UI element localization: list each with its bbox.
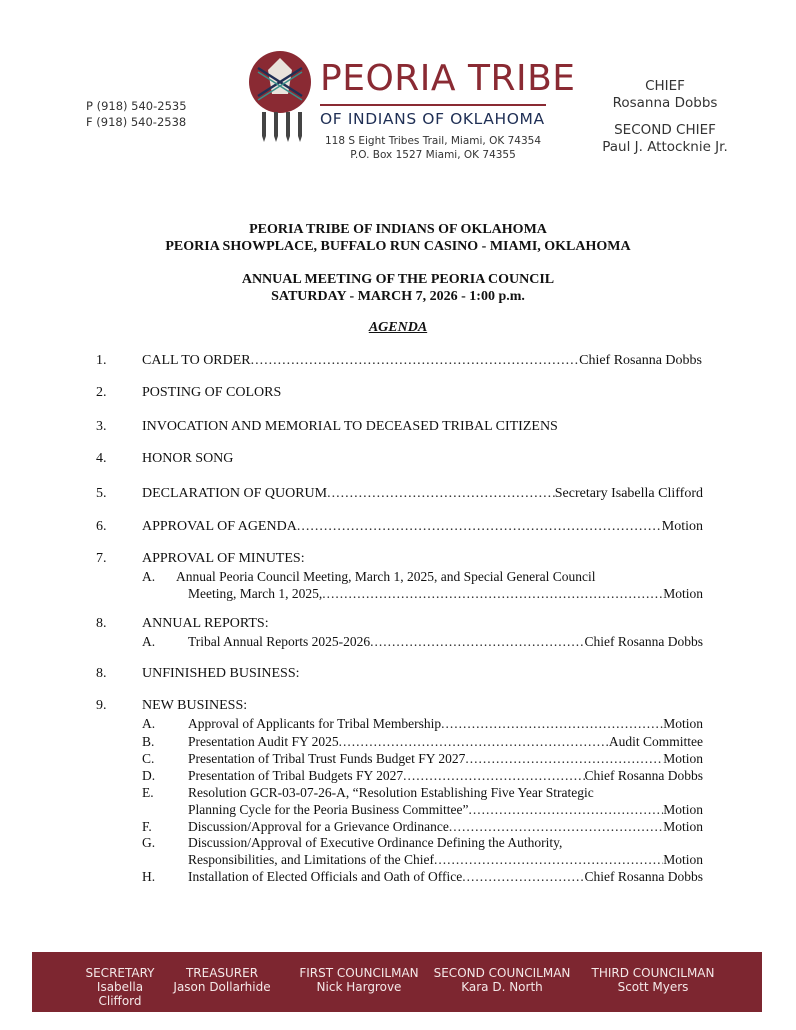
item-label: Meeting, March 1, 2025, xyxy=(188,586,323,601)
sub-letter: A. xyxy=(142,634,156,649)
new-business-item-g xyxy=(188,852,703,868)
new-business-item-d xyxy=(188,768,703,784)
item-number: 8. xyxy=(96,666,107,681)
leader-dots xyxy=(297,519,662,535)
leader-dots xyxy=(434,852,663,868)
leader-dots xyxy=(441,716,663,732)
item-responsible: Audit Committee xyxy=(608,734,703,749)
po-box-address: P.O. Box 1527 Miami, OK 74355 xyxy=(350,149,516,161)
leader-dots xyxy=(462,869,584,885)
officer-name: Jason Dollarhide xyxy=(173,980,271,994)
item-responsible: Chief Rosanna Dobbs xyxy=(584,634,703,649)
leader-dots xyxy=(327,486,555,502)
document-title-2: PEORIA SHOWPLACE, BUFFALO RUN CASINO - MIAMI, OKLAHOMA xyxy=(165,239,631,254)
item-number: 5. xyxy=(96,486,107,501)
tribe-address xyxy=(320,134,546,162)
officer-third-councilman xyxy=(588,966,718,994)
meeting-date: SATURDAY - MARCH 7, 2026 - 1:00 p.m. xyxy=(271,289,525,304)
item-label: CALL TO ORDER xyxy=(142,353,251,368)
leader-dots xyxy=(322,586,663,602)
officer-title: THIRD COUNCILMAN xyxy=(591,966,715,980)
second-chief-name: Paul J. Attocknie Jr. xyxy=(602,139,728,155)
item-label: Discussion/Approval for a Grievance Ordinance xyxy=(188,819,449,834)
item-responsible: Motion xyxy=(661,519,703,534)
second-chief-title: SECOND CHIEF xyxy=(614,122,716,138)
item-label: Responsibilities, and Limitations of the Chief xyxy=(188,852,434,867)
officer-name: Isabella Clifford xyxy=(96,980,144,1008)
new-business-item-e-line1: Resolution GCR-03-07-26-A, “Resolution Establishing Five Year Strategic xyxy=(188,785,594,800)
item-label: Presentation of Tribal Budgets FY 2027 xyxy=(188,768,404,783)
item-number: 7. xyxy=(96,551,107,566)
officer-secretary xyxy=(80,966,160,1008)
chiefs-block xyxy=(600,78,730,156)
sub-letter: F. xyxy=(142,819,152,834)
officer-name: Kara D. North xyxy=(461,980,543,994)
annual-reports-item-a xyxy=(188,634,703,650)
item-responsible: Chief Rosanna Dobbs xyxy=(584,869,703,884)
item-responsible: Motion xyxy=(663,802,703,817)
agenda-item-annual-reports: ANNUAL REPORTS: xyxy=(142,616,269,631)
contact-numbers xyxy=(86,98,187,130)
item-responsible: Secretary Isabella Clifford xyxy=(554,486,703,501)
leader-dots xyxy=(251,353,579,369)
item-number: 8. xyxy=(96,616,107,631)
new-business-item-e xyxy=(188,802,703,818)
sub-letter: A. xyxy=(142,716,156,731)
item-responsible: Motion xyxy=(663,716,703,731)
chief-name: Rosanna Dobbs xyxy=(612,95,718,111)
item-responsible: Motion xyxy=(663,852,703,867)
officer-title: SECRETARY xyxy=(85,966,155,980)
new-business-item-b xyxy=(188,734,703,750)
item-label: Approval of Applicants for Tribal Membership xyxy=(188,716,442,731)
item-label: DECLARATION OF QUORUM xyxy=(142,486,328,501)
agenda-item-invocation: INVOCATION AND MEMORIAL TO DECEASED TRIBAL CITIZENS xyxy=(142,419,558,434)
tribe-seal-logo xyxy=(248,50,312,114)
agenda-item-quorum xyxy=(142,486,703,502)
sub-letter: G. xyxy=(142,835,156,850)
item-responsible: Chief Rosanna Dobbs xyxy=(579,353,702,368)
leader-dots xyxy=(339,734,609,750)
agenda-item-new-business: NEW BUSINESS: xyxy=(142,698,248,713)
agenda-item-approval-agenda xyxy=(142,519,703,535)
officer-name: Nick Hargrove xyxy=(316,980,402,994)
item-number: 2. xyxy=(96,385,107,400)
tribe-name: PEORIA TRIBE xyxy=(320,58,576,99)
item-label: Installation of Elected Officials and Oath of Office xyxy=(188,869,463,884)
leader-dots xyxy=(449,819,663,835)
new-business-item-g-line1: Discussion/Approval of Executive Ordinance Defining the Authority, xyxy=(188,835,563,850)
officer-title: TREASURER xyxy=(185,966,259,980)
agenda-item-honor-song: HONOR SONG xyxy=(142,451,234,466)
agenda-item-approval-minutes: APPROVAL OF MINUTES: xyxy=(142,551,305,566)
chief-title: CHIEF xyxy=(645,78,685,94)
item-responsible: Chief Rosanna Dobbs xyxy=(584,768,703,783)
leader-dots xyxy=(370,634,584,650)
leader-dots xyxy=(403,768,584,784)
leader-dots xyxy=(468,802,663,818)
sub-letter: B. xyxy=(142,734,155,749)
officer-second-councilman xyxy=(432,966,572,994)
item-number: 3. xyxy=(96,419,107,434)
agenda-heading: AGENDA xyxy=(368,320,428,335)
new-business-item-a xyxy=(188,716,703,732)
item-label: Presentation of Tribal Trust Funds Budget FY 2027 xyxy=(188,751,466,766)
officers-footer xyxy=(32,952,762,1012)
agenda-item-unfinished-business: UNFINISHED BUSINESS: xyxy=(142,666,300,681)
document-title-1: PEORIA TRIBE OF INDIANS OF OKLAHOMA xyxy=(249,222,547,237)
new-business-item-c xyxy=(188,751,703,767)
leader-dots xyxy=(465,751,663,767)
item-number: 9. xyxy=(96,698,107,713)
new-business-item-h xyxy=(188,869,703,885)
feathers-icon xyxy=(256,110,312,144)
item-number: 4. xyxy=(96,451,107,466)
officer-treasurer xyxy=(172,966,272,994)
phone-number: P (918) 540-2535 xyxy=(86,99,187,113)
sub-letter: D. xyxy=(142,768,156,783)
item-responsible: Motion xyxy=(663,819,703,834)
item-number: 1. xyxy=(96,353,107,368)
item-responsible: Motion xyxy=(663,751,703,766)
item-number: 6. xyxy=(96,519,107,534)
street-address: 118 S Eight Tribes Trail, Miami, OK 74354 xyxy=(325,135,541,147)
sub-letter: C. xyxy=(142,751,155,766)
sub-letter: A. xyxy=(142,569,156,584)
item-label: Planning Cycle for the Peoria Business Committee” xyxy=(188,802,469,817)
agenda-item-posting-colors: POSTING OF COLORS xyxy=(142,385,282,400)
item-label: APPROVAL OF AGENDA xyxy=(142,519,297,534)
item-label: Presentation Audit FY 2025 xyxy=(188,734,339,749)
sub-letter: H. xyxy=(142,869,156,884)
fax-number: F (918) 540-2538 xyxy=(86,115,187,129)
item-label: Tribal Annual Reports 2025-2026 xyxy=(188,634,371,649)
officer-first-councilman xyxy=(294,966,424,994)
new-business-item-f xyxy=(188,819,703,835)
officer-title: FIRST COUNCILMAN xyxy=(299,966,419,980)
officer-name: Scott Myers xyxy=(617,980,689,994)
minutes-item-a-line2 xyxy=(188,586,703,602)
minutes-item-a-line1: Annual Peoria Council Meeting, March 1, 2025, and Special General Council xyxy=(176,569,596,584)
item-responsible: Motion xyxy=(663,586,703,601)
sub-letter: E. xyxy=(142,785,154,800)
tribe-name-rule xyxy=(320,104,546,106)
meeting-title: ANNUAL MEETING OF THE PEORIA COUNCIL xyxy=(241,272,555,287)
officer-title: SECOND COUNCILMAN xyxy=(433,966,571,980)
agenda-item-call-to-order xyxy=(142,353,702,369)
tribe-subtitle: OF INDIANS OF OKLAHOMA xyxy=(320,110,545,128)
